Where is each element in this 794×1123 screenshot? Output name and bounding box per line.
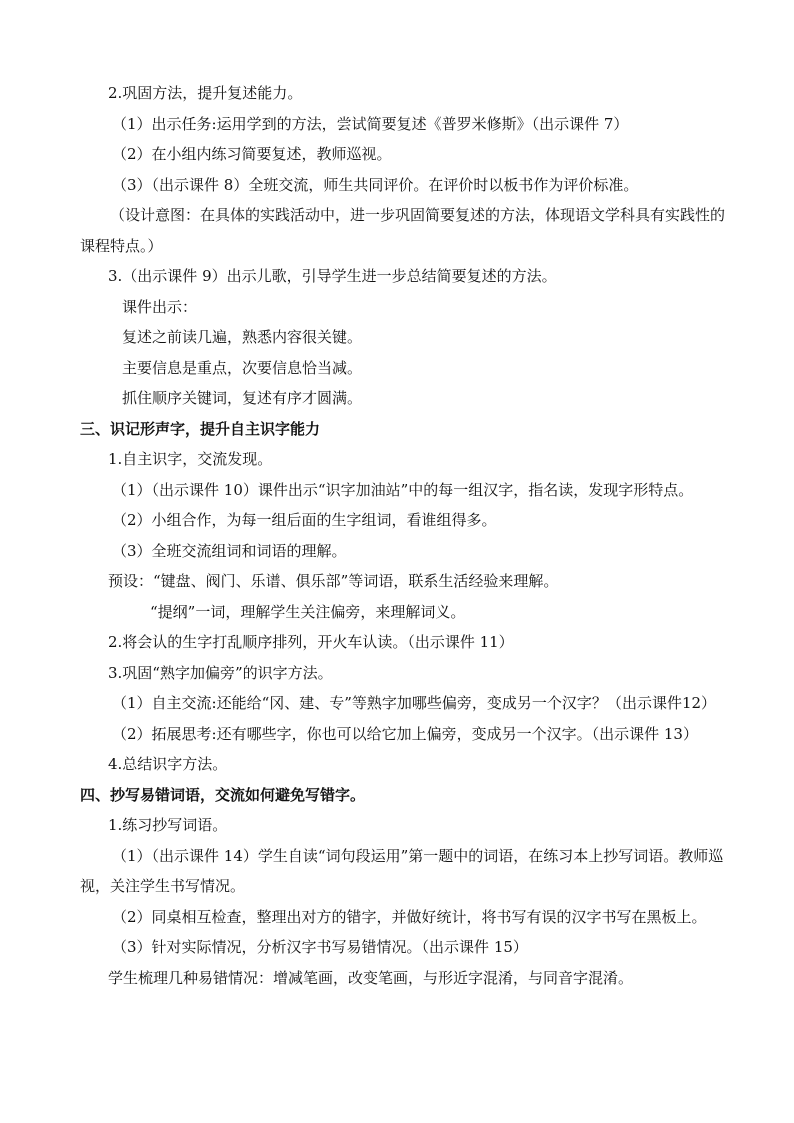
paragraph: 4.总结识字方法。 (108, 755, 228, 773)
rhyme-line: 主要信息是重点，次要信息恰当减。 (122, 358, 363, 377)
rhyme-line: 复述之前读几遍，熟悉内容很关键。 (122, 328, 363, 346)
paragraph: （3）针对实际情况，分析汉字书写易错情况。（出示课件 15） (112, 938, 528, 956)
section-heading: 三、识记形声字，提升自主识字能力 (80, 419, 321, 438)
paragraph: （2）在小组内练习简要复述，教师巡视。 (112, 145, 392, 163)
paragraph: （1）（出示课件 10）课件出示“识字加油站”中的每一组汉字，指名读，发现字形特点。 (112, 480, 694, 499)
paragraph: （2）同桌相互检查，整理出对方的错字，并做好统计，将书写有误的汉字书写在黑板上。 (112, 907, 707, 926)
paragraph: “提纲”一词，理解学生关注偏旁，来理解词义。 (150, 602, 466, 621)
paragraph: 预设：“键盘、阀门、乐谱、俱乐部”等词语，联系生活经验来理解。 (108, 572, 559, 590)
paragraph: （1）（出示课件 14）学生自读“词句段运用”第一题中的词语，在练习本上抄写词语。教师巡视，关注学生书写情况。 (80, 846, 724, 895)
paragraph: （3）（出示课件 8）全班交流，师生共同评价。在评价时以板书作为评价标准。 (112, 175, 639, 194)
paragraph: 3.巩固“熟字加偏旁”的识字方法。 (108, 663, 333, 682)
paragraph: （1）自主交流:还能给“冈、建、专”等熟字加哪些偏旁，变成另一个汉字？（出示课件12） (112, 694, 717, 712)
paragraph: 1.练习抄写词语。 (108, 816, 228, 834)
design-intent-paragraph: （设计意图：在具体的实践活动中，进一步巩固简要复述的方法，体现语文学科具有实践性的课程特点。） (80, 206, 726, 255)
paragraph: 3.（出示课件 9）出示儿歌，引导学生进一步总结简要复述的方法。 (108, 267, 557, 285)
paragraph: （2）小组合作，为每一组后面的生字组词，看谁组得多。 (112, 511, 497, 529)
paragraph: （2）拓展思考:还有哪些字，你也可以给它加上偏旁，变成另一个汉字。（出示课件 13） (112, 724, 698, 743)
paragraph: 1.自主识字，交流发现。 (108, 450, 273, 468)
rhyme-line: 抓住顺序关键词，复述有序才圆满。 (122, 389, 363, 407)
paragraph: 课件出示： (122, 297, 198, 316)
paragraph: 2.巩固方法，提升复述能力。 (108, 84, 303, 102)
paragraph: 2.将会认的生字打乱顺序排列，开火车认读。（出示课件 11） (108, 633, 514, 651)
paragraph: （1）出示任务:运用学到的方法，尝试简要复述《普罗米修斯》（出示课件 7） (112, 114, 629, 133)
document-body (80, 78, 730, 993)
section-heading: 四、抄写易错词语，交流如何避免写错字。 (80, 785, 366, 804)
paragraph: 学生梳理几种易错情况：增减笔画，改变笔画，与形近字混淆，与同音字混淆。 (108, 968, 634, 987)
paragraph: （3）全班交流组词和词语的理解。 (112, 541, 347, 560)
